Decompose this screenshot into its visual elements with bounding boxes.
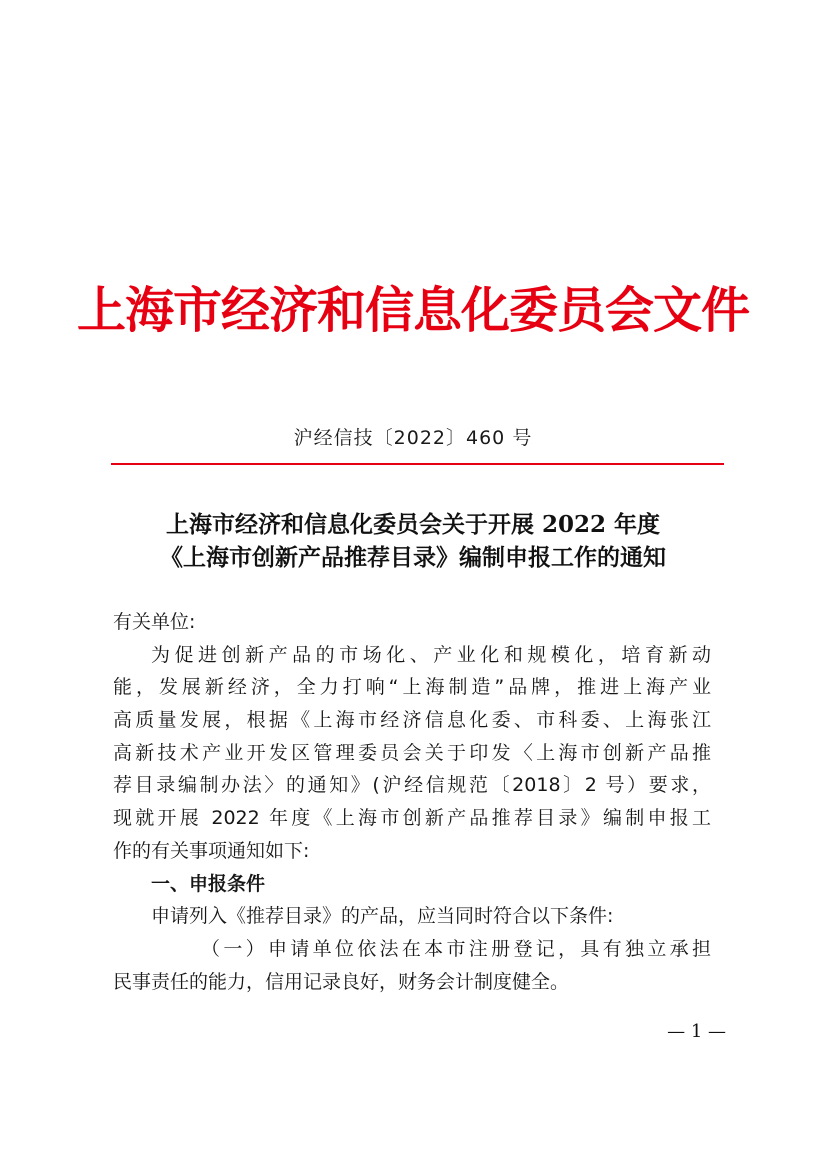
notice-title-line-1: 上海市经济和信息化委员会关于开展 2022 年度: [165, 511, 661, 538]
paragraph-line: 能，发展新经济，全力打响“上海制造”品牌，推进上海产业: [113, 676, 711, 699]
section-heading: 一、申报条件: [151, 872, 266, 895]
paragraph-line: 高新技术产业开发区管理委员会关于印发〈上海市创新产品推: [113, 741, 711, 764]
notice-title-line-2: 《上海市创新产品推荐目录》编制申报工作的通知: [160, 544, 666, 571]
notice-body: [113, 606, 711, 998]
paragraph-line: 现就开展 2022 年度《上海市创新产品推荐目录》编制申报工: [113, 807, 711, 830]
document-number: 沪经信技〔2022〕460 号: [293, 427, 533, 449]
item-line: （一）申请单位依法在本市注册登记，具有独立承担: [201, 937, 711, 960]
section-intro: 申请列入《推荐目录》的产品，应当同时符合以下条件:: [151, 905, 614, 928]
notice-title: [0, 508, 826, 574]
paragraph-line: 作的有关事项通知如下:: [113, 839, 310, 862]
salutation: 有关单位:: [113, 611, 196, 633]
document-masthead: 上海市经济和信息化委员会文件: [76, 281, 749, 339]
paragraph-line: 高质量发展，根据《上海市经济信息化委、市科委、上海张江: [113, 709, 711, 732]
page-number: — 1 —: [667, 1021, 726, 1042]
paragraph-line: 为促进创新产品的市场化、产业化和规模化，培育新动: [151, 643, 711, 666]
red-divider-line: [111, 463, 724, 465]
item-line: 民事责任的能力，信用记录良好，财务会计制度健全。: [113, 970, 570, 993]
paragraph-line: 荐目录编制办法〉的通知》(沪经信规范〔2018〕2 号）要求，: [113, 774, 711, 797]
